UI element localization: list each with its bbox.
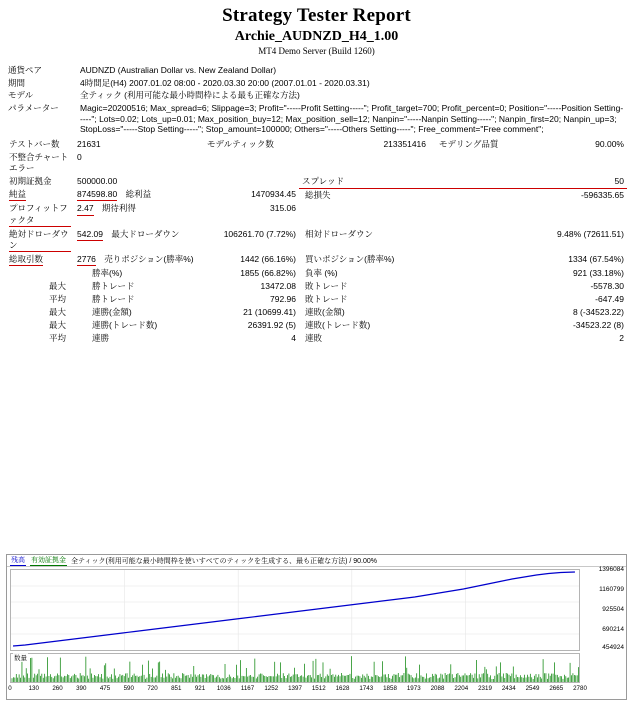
label-average-loss: 敗トレード xyxy=(305,293,348,304)
x-tick-12: 1397 xyxy=(288,685,302,692)
x-tick-0: 0 xyxy=(8,685,12,692)
table-row xyxy=(6,77,627,90)
x-tick-22: 2549 xyxy=(525,685,540,692)
value-total-trades: 2776 xyxy=(77,254,96,266)
x-tick-3: 390 xyxy=(76,685,87,692)
spacer-cell xyxy=(528,202,627,227)
report-server: MT4 Demo Server (Build 1260) xyxy=(258,46,375,56)
label-model-ticks: モデルティック数 xyxy=(207,138,274,149)
meta-label-period: 期間 xyxy=(8,77,26,88)
table-row xyxy=(6,267,627,280)
table-row xyxy=(6,228,627,253)
meta-value-period: 4時間足(H4) 2007.01.02 08:00 - 2020.03.30 20:00 (2007.01.01 - 2020.03.31) xyxy=(80,77,370,88)
value-max-consec-losses: 8 (-34523.22) xyxy=(572,306,624,317)
x-tick-5: 590 xyxy=(123,685,134,692)
label-long-positions: 買いポジション(勝率%) xyxy=(305,253,395,264)
spacer-cell xyxy=(429,188,528,202)
table-row xyxy=(6,188,627,202)
meta-value-symbol: AUDNZD (Australian Dollar vs. New Zealand Dollar) xyxy=(80,65,277,75)
value-average-loss: -647.49 xyxy=(595,293,624,304)
value-max-consec-profit: 26391.92 (5) xyxy=(247,319,296,330)
label-largest: 最大 xyxy=(48,280,66,291)
value-profit-trades: 1855 (66.82%) xyxy=(240,267,296,278)
table-row xyxy=(6,280,627,293)
spacer-cell xyxy=(429,319,528,332)
x-tick-10: 1167 xyxy=(240,685,255,692)
value-largest-profit: 13472.08 xyxy=(260,280,296,291)
value-gross-profit: 1470934.45 xyxy=(251,189,296,200)
label-profit-factor: プロフィットファクタ xyxy=(9,203,71,226)
table-row xyxy=(6,64,627,77)
value-spread: 50 xyxy=(528,175,627,189)
value-short-positions: 1442 (66.16%) xyxy=(240,253,296,264)
x-tick-2: 260 xyxy=(52,685,63,692)
label-total-trades: 総取引数 xyxy=(9,254,43,266)
x-tick-6: 720 xyxy=(147,685,158,692)
label-spread: スプレッド xyxy=(299,175,429,189)
x-tick-19: 2204 xyxy=(454,685,469,692)
label-test-bars: テストバー数 xyxy=(9,138,60,149)
label-model-quality: モデリング品質 xyxy=(439,138,499,149)
x-tick-13: 1512 xyxy=(311,685,326,692)
legend-description: 全ティック(利用可能な最小時間枠を使いすべてのティックを生成する、最も正確な方法) / 90.00% xyxy=(71,557,377,565)
table-row xyxy=(6,202,627,227)
table-row xyxy=(6,332,627,345)
label-initial-deposit: 初期証拠金 xyxy=(9,175,52,186)
label-average-profit: 勝トレード xyxy=(92,293,135,304)
value-average-profit: 792.96 xyxy=(270,293,296,304)
legend-equity: 有効証拠金 xyxy=(31,557,66,564)
spacer-cell xyxy=(204,175,299,189)
x-tick-20: 2319 xyxy=(478,685,492,692)
label-average-consecutive: 平均 xyxy=(48,332,66,343)
x-tick-7: 851 xyxy=(171,685,182,692)
label-net-profit: 純益 xyxy=(9,189,26,201)
label-max-consec-losses: 連敗(金額) xyxy=(305,306,345,317)
table-row xyxy=(6,138,627,151)
value-avg-consec-losses: 2 xyxy=(619,332,624,343)
value-mismatched-errors: 0 xyxy=(77,151,82,162)
x-tick-4: 475 xyxy=(99,685,111,692)
table-row xyxy=(6,151,627,175)
x-tick-8: 921 xyxy=(194,685,206,692)
value-rel-drawdown: 9.48% (72611.51) xyxy=(557,228,624,239)
value-net-profit: 874598.80 xyxy=(77,189,117,201)
label-max-consec-wins: 連勝(金額) xyxy=(92,306,132,317)
label-profit-trades: 勝率(%) xyxy=(92,267,123,278)
table-row xyxy=(6,306,627,319)
report-page xyxy=(0,5,633,707)
value-long-positions: 1334 (67.54%) xyxy=(568,253,624,264)
y-axis-labels xyxy=(582,566,624,651)
equity-chart xyxy=(6,554,627,700)
table-row xyxy=(6,319,627,332)
label-gross-profit: 総利益 xyxy=(125,189,152,200)
y-tick-4: 454924 xyxy=(602,644,624,651)
label-max-drawdown: 最大ドローダウン xyxy=(111,228,180,239)
label-loss-trades: 負率 (%) xyxy=(305,267,338,278)
value-test-bars: 21631 xyxy=(77,138,101,149)
value-gross-loss: -596335.65 xyxy=(580,189,624,200)
value-model-quality: 90.00% xyxy=(595,138,624,149)
x-tick-11: 1252 xyxy=(264,685,279,692)
label-avg-consec-losses: 連敗 xyxy=(305,332,323,343)
value-largest-loss: -5578.30 xyxy=(590,280,624,291)
spacer-cell xyxy=(429,253,528,267)
value-max-consec-loss-amount: -34523.22 (8) xyxy=(572,319,624,330)
x-tick-9: 1036 xyxy=(216,685,231,692)
spacer-cell xyxy=(429,228,528,253)
balance-plot xyxy=(10,569,580,651)
label-max-consecutive: 最大 xyxy=(48,306,66,317)
y-tick-2: 925504 xyxy=(602,606,624,613)
page-title: Strategy Tester Report xyxy=(222,5,411,26)
x-tick-17: 1973 xyxy=(406,685,421,692)
table-row xyxy=(6,102,627,136)
label-gross-loss: 総損失 xyxy=(305,189,331,200)
chart-legend xyxy=(7,555,626,567)
label-expected-payoff: 期待利得 xyxy=(101,203,136,214)
plot-area xyxy=(7,566,626,692)
spacer-cell xyxy=(429,280,528,293)
spacer-cell xyxy=(429,267,528,280)
label-avg-consec-wins: 連勝 xyxy=(92,332,110,343)
x-axis-labels xyxy=(8,684,587,698)
spacer-cell xyxy=(429,306,528,319)
spacer-cell xyxy=(429,175,528,189)
spacer-cell xyxy=(429,293,528,306)
value-loss-trades: 921 (33.18%) xyxy=(572,267,624,278)
label-average: 平均 xyxy=(48,293,66,304)
y-tick-0: 1396084 xyxy=(598,566,624,573)
value-model-ticks: 213351416 xyxy=(383,138,426,149)
table-row xyxy=(6,293,627,306)
value-max-drawdown: 106261.70 (7.72%) xyxy=(223,228,296,239)
table-row xyxy=(6,89,627,102)
statistics-table xyxy=(6,138,627,345)
report-subtitle: Archie_AUDNZD_H4_1.00 xyxy=(234,29,399,44)
label-largest-profit: 勝トレード xyxy=(92,280,135,291)
value-abs-drawdown: 542.09 xyxy=(77,229,103,241)
balance-curve-svg xyxy=(11,570,579,650)
label-mismatched-errors: 不整合チャートエラー xyxy=(9,151,69,173)
label-abs-drawdown: 絶対ドローダウン xyxy=(9,229,71,252)
meta-label-symbol: 通貨ペア xyxy=(8,65,43,75)
volume-bars-svg xyxy=(11,654,579,682)
spacer-cell xyxy=(204,151,627,175)
value-profit-factor: 2.47 xyxy=(77,203,94,215)
table-row xyxy=(6,253,627,267)
x-tick-24: 2780 xyxy=(573,685,587,692)
meta-value-model: 全ティック (利用可能な最小時間枠による最も正確な方法) xyxy=(80,90,300,101)
label-max-consec-loss-amount: 連敗(トレード数) xyxy=(305,319,371,330)
value-initial-deposit: 500000.00 xyxy=(77,175,118,186)
meta-label-model: モデル xyxy=(8,90,34,101)
legend-balance: 残高 xyxy=(11,557,25,564)
volume-label: 数量 xyxy=(14,655,27,662)
table-row xyxy=(6,175,627,189)
spacer-cell xyxy=(429,202,528,227)
value-expected-payoff: 315.06 xyxy=(270,203,296,214)
x-tick-23: 2665 xyxy=(549,685,564,692)
spacer-cell xyxy=(6,267,74,280)
value-avg-consec-wins: 4 xyxy=(291,332,296,343)
meta-value-parameters: Magic=20200516; Max_spread=6; Slippage=3; Profit="-----Profit Setting-----"; Profit_target=700; Profit_percent=0; Position="-----Position Setting-----"; Lots=0.02; Lots_up=0.01; Max_position_buy=12; Max_position_sell=12; Nanpin="-----Nanpin Setting-----"; Nanpin_first=20; Nanpin_up=3; StopLoss="-----Stop Setting-----"; Stop_amount=100000; Others="-----Others Setting-----"; Free_comment="Free comment"; xyxy=(80,102,624,135)
x-tick-1: 130 xyxy=(28,685,39,692)
volume-plot xyxy=(10,653,580,683)
label-largest-loss: 敗トレード xyxy=(305,280,348,291)
y-tick-3: 690214 xyxy=(602,626,624,633)
x-tick-14: 1628 xyxy=(335,685,350,692)
x-tick-18: 2088 xyxy=(430,685,445,692)
label-max-consec-profit: 連勝(トレード数) xyxy=(92,319,158,330)
label-short-positions: 売りポジション(勝率%) xyxy=(104,253,194,264)
meta-label-parameters: パラメーター xyxy=(8,102,59,113)
x-tick-15: 1743 xyxy=(359,685,374,692)
x-tick-16: 1858 xyxy=(383,685,397,692)
spacer-cell xyxy=(299,202,429,227)
spacer-cell xyxy=(429,332,528,345)
label-max-consecutive-profit: 最大 xyxy=(48,319,66,330)
value-max-consec-wins: 21 (10699.41) xyxy=(243,306,296,317)
label-rel-drawdown: 相対ドローダウン xyxy=(305,228,374,239)
meta-table xyxy=(6,64,627,136)
y-tick-1: 1160799 xyxy=(599,586,624,593)
x-tick-21: 2434 xyxy=(501,685,516,692)
